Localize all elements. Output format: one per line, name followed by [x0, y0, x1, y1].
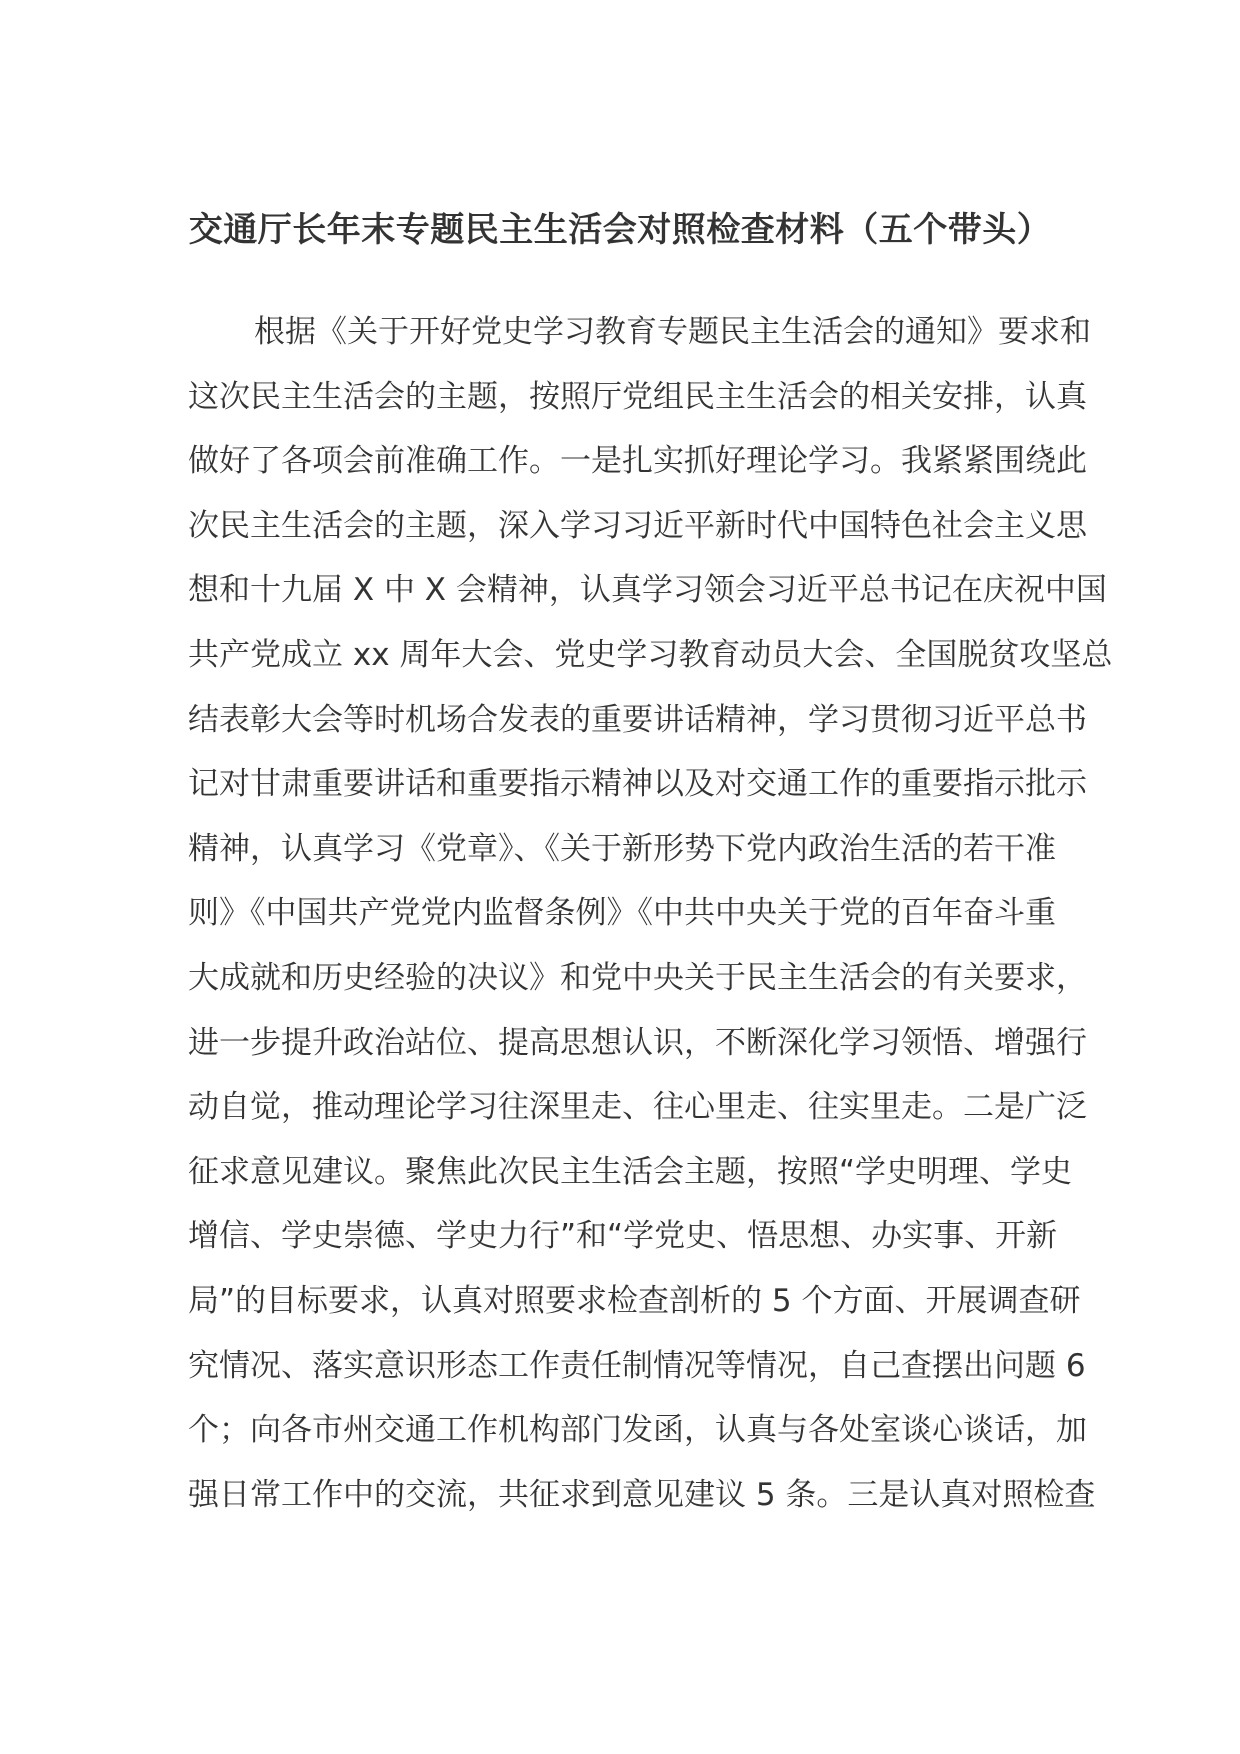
- paragraph-line: 大成就和历史经验的决议》和党中央关于民主生活会的有关要求，: [188, 959, 1087, 996]
- paragraph-line: 征求意见建议。聚焦此次民主生活会主题，按照“学史明理、学史: [188, 1153, 1073, 1190]
- paragraph-line: 这次民主生活会的主题，按照厅党组民主生活会的相关安排，认真: [188, 378, 1087, 415]
- paragraph-line: 则》《中国共产党党内监督条例》《中共中央关于党的百年奋斗重: [188, 895, 1056, 932]
- paragraph-line: 精神，认真学习《党章》、《关于新形势下党内政治生活的若干准: [188, 830, 1056, 867]
- paragraph-line: 局”的目标要求，认真对照要求检查剖析的 5 个方面、开展调查研: [188, 1282, 1081, 1319]
- paragraph-line: 想和十九届 X 中 X 会精神，认真学习领会习近平总书记在庆祝中国: [188, 572, 1107, 609]
- paragraph-line: 记对甘肃重要讲话和重要指示精神以及对交通工作的重要指示批示: [188, 766, 1087, 803]
- document-body: [188, 300, 1113, 1527]
- paragraph-line: 增信、学史崇德、学史力行”和“学党史、悟思想、办实事、开新: [188, 1218, 1058, 1255]
- paragraph-line: 根据《关于开好党史学习教育专题民主生活会的通知》要求和: [254, 314, 1091, 350]
- paragraph-line: 动自觉，推动理论学习往深里走、往心里走、往实里走。二是广泛: [188, 1089, 1087, 1126]
- paragraph-line: 做好了各项会前准确工作。一是扎实抓好理论学习。我紧紧围绕此: [188, 443, 1087, 480]
- paragraph-line: 个；向各市州交通工作机构部门发函，认真与各处室谈心谈话，加: [188, 1412, 1087, 1449]
- paragraph-line: 进一步提升政治站位、提高思想认识，不断深化学习领悟、增强行: [188, 1024, 1087, 1061]
- document-title: 交通厅长年末专题民主生活会对照检查材料（五个带头）: [188, 210, 1052, 250]
- paragraph-line: 共产党成立 xx 周年大会、党史学习教育动员大会、全国脱贫攻坚总: [188, 636, 1113, 673]
- paragraph-line: 强日常工作中的交流，共征求到意见建议 5 条。三是认真对照检查: [188, 1476, 1096, 1513]
- paragraph-line: 结表彰大会等时机场合发表的重要讲话精神，学习贯彻习近平总书: [188, 701, 1087, 738]
- paragraph-line: 究情况、落实意识形态工作责任制情况等情况，自己查摆出问题 6: [188, 1347, 1086, 1384]
- paragraph-line: 次民主生活会的主题，深入学习习近平新时代中国特色社会主义思: [188, 507, 1087, 544]
